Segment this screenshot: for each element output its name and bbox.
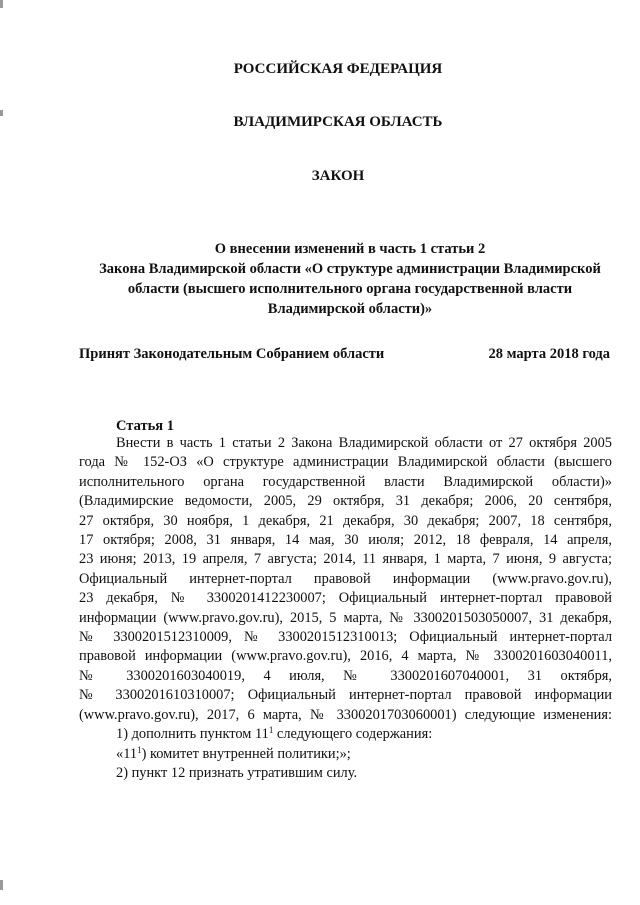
article-line: Официальный интернет-портал правовой информации (www.pravo.gov.ru), [79,570,612,587]
law-title-line: Владимирской области)» [267,301,433,317]
article-line: № 3300201512310009, № 3300201512310013; Официальный интернет-портал [79,629,612,646]
law-title-line: области (высшего исполнительного органа государственной власти [127,281,573,297]
item-1-text: 1) дополнить пунктом 11 [116,726,269,743]
scan-margin-mark [0,110,3,116]
scan-margin-mark [0,0,3,8]
article-line: (Владимирские ведомости, 2005, 29 октября, 31 декабря; 2006, 20 сентября, [79,493,612,510]
adoption-line [79,346,610,363]
scan-margin-mark [0,880,3,890]
article-line: № 3300201610310007; Официальный интернет-портал правовой информации [79,687,612,704]
quote-superscript: 1 [137,744,142,755]
adopted-by: Принят Законодательным Собранием области [79,346,385,362]
article-line: 23 июня; 2013, 19 апреля, 7 августа; 2014, 11 января, 1 марта, 7 июня, 9 августа; [79,551,612,568]
article-body [79,434,612,783]
item-1-superscript: 1 [268,725,274,736]
item-1 [79,725,612,744]
article-line: информации (www.pravo.gov.ru), 2015, 5 марта, № 3300201503050007, 31 декабря, [79,609,612,626]
quote-text-end: ) комитет внутренней политики;»; [141,745,351,762]
article-line: 23 декабря, № 3300201412230007; Официальный интернет-портал правовой [79,590,612,607]
article-line: Внести в часть 1 статьи 2 Закона Владимирской области от 27 октября 2005 [116,435,612,451]
article-line: (www.pravo.gov.ru), 2017, 6 марта, № 3300201703060001) следующие изменения: [79,706,612,723]
article-line: года № 152-ОЗ «О структуре администрации Владимирской области (высшего [79,454,612,471]
region-heading: ВЛАДИМИРСКАЯ ОБЛАСТЬ [233,114,443,130]
law-title [70,239,630,319]
law-title-line: О внесении изменений в часть 1 статьи 2 [214,241,486,257]
article-line: № 3300201603040019, 4 июля, № 3300201607040001, 31 октября, [79,667,612,684]
adoption-date: 28 марта 2018 года [488,346,610,362]
item-1-text-end: следующего содержания: [273,726,433,743]
article-line: 17 октября; 2008, 31 января, 14 мая, 30 июля; 2012, 18 февраля, 14 апреля, [79,532,612,549]
federation-heading: РОССИЙСКАЯ ФЕДЕРАЦИЯ [233,61,443,77]
quote-text: «11 [116,745,138,762]
article-line: 27 октября, 30 ноября, 1 декабря, 21 декабря, 30 декабря; 2007, 18 сентября, [79,512,612,529]
item-2: 2) пункт 12 признать утратившим силу. [116,764,358,781]
doc-type-heading: ЗАКОН [311,168,365,184]
law-title-line: Закона Владимирской области «О структуре администрации Владимирской [99,261,601,277]
article-line: правовой информации (www.pravo.gov.ru), 2016, 4 марта, № 3300201603040011, [79,648,612,665]
article-line: исполнительного органа государственной власти Владимирской области)» [79,473,612,490]
article-title: Статья 1 [116,418,174,434]
item-1-quote [79,745,612,764]
